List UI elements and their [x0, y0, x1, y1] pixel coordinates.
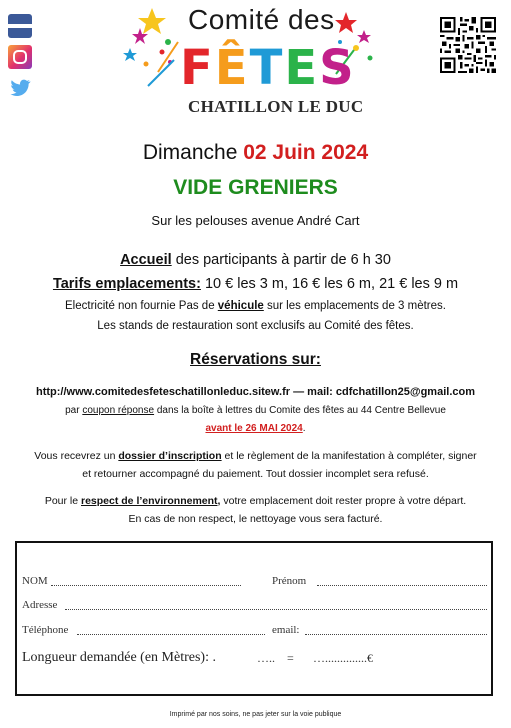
logo-city: CHATILLON LE DUC: [188, 97, 364, 116]
twitter-icon[interactable]: [8, 76, 32, 100]
website-link[interactable]: http://www.comitedesfeteschatillonleduc.sitew.fr: [36, 386, 291, 398]
longueur-label: Longueur demandée (en Mètres): .: [22, 650, 216, 665]
environment-line-1: Pour le respect de l’environnement, votre emplacement doit rester propre à votre départ.: [44, 495, 467, 507]
environment-line-2: En cas de non respect, le nettoyage vous sera facturé.: [128, 513, 383, 525]
dossier-line-2: et retourner accompagné du paiement. Tout dossier incomplet sera refusé.: [82, 468, 429, 480]
email-label: email:: [272, 624, 300, 636]
accueil-line: Accueil des participants à partir de 6 h 30: [120, 252, 391, 268]
logo-comite-text: Comité des: [188, 4, 335, 35]
contact-line: http://www.comitedesfeteschatillonleduc.sitew.fr — mail: cdfchatillon25@gmail.com: [36, 386, 475, 398]
prenom-label: Prénom: [272, 575, 307, 587]
logo-letter: S: [319, 40, 356, 96]
qr-code-icon: [440, 17, 496, 73]
telephone-label: Téléphone: [22, 624, 69, 636]
electricite-line: Electricité non fournie Pas de véhicule sur les emplacements de 3 mètres.: [65, 300, 446, 312]
coupon-line: par coupon réponse dans la boîte à lettres du Comite des fêtes au 44 Centre Bellevue: [65, 405, 446, 416]
equals-sign: =: [287, 651, 294, 665]
nom-label: NOM: [22, 575, 48, 587]
deadline: avant le 26 MAI 2024: [205, 423, 303, 434]
logo-letter: T: [249, 40, 285, 96]
longueur-field[interactable]: …..: [257, 651, 275, 665]
email-field[interactable]: [305, 625, 487, 635]
event-location: Sur les pelouses avenue André Cart: [151, 213, 360, 228]
logo-letter: F: [180, 40, 215, 96]
price-field[interactable]: …..............€: [313, 651, 373, 665]
instagram-icon[interactable]: [8, 45, 32, 69]
logo-letter: Ê: [214, 40, 250, 96]
tarifs-line: Tarifs emplacements: 10 € les 3 m, 16 € les 6 m, 21 € les 9 m: [52, 276, 459, 292]
nom-field[interactable]: [51, 576, 241, 586]
email-link[interactable]: cdfchatillon25@gmail.com: [335, 386, 475, 398]
stands-line: Les stands de restauration sont exclusifs au Comité des fêtes.: [97, 320, 414, 332]
event-date-highlight: 02 Juin 2024: [243, 141, 369, 164]
logo-letter: E: [284, 40, 320, 96]
registration-form: [15, 541, 493, 696]
event-date: Dimanche 02 Juin 2024: [142, 141, 369, 164]
prenom-field[interactable]: [317, 576, 487, 586]
telephone-field[interactable]: [77, 625, 265, 635]
adresse-label: Adresse: [22, 599, 58, 611]
adresse-field[interactable]: [65, 600, 487, 610]
event-title: VIDE GRENIERS: [173, 176, 338, 199]
reservations-heading: Réservations sur:: [190, 351, 321, 368]
footer-note: Imprimé par nos soins, ne pas jeter sur la voie publique: [169, 711, 342, 718]
logo-fetes-text: [180, 42, 356, 94]
facebook-icon[interactable]: [8, 14, 32, 38]
dossier-line-1: Vous recevrez un dossier d’inscription et le règlement de la manifestation à compléter, signer: [34, 450, 477, 462]
comite-logo: [118, 2, 380, 120]
deadline-line: avant le 26 MAI 2024.: [205, 423, 306, 434]
